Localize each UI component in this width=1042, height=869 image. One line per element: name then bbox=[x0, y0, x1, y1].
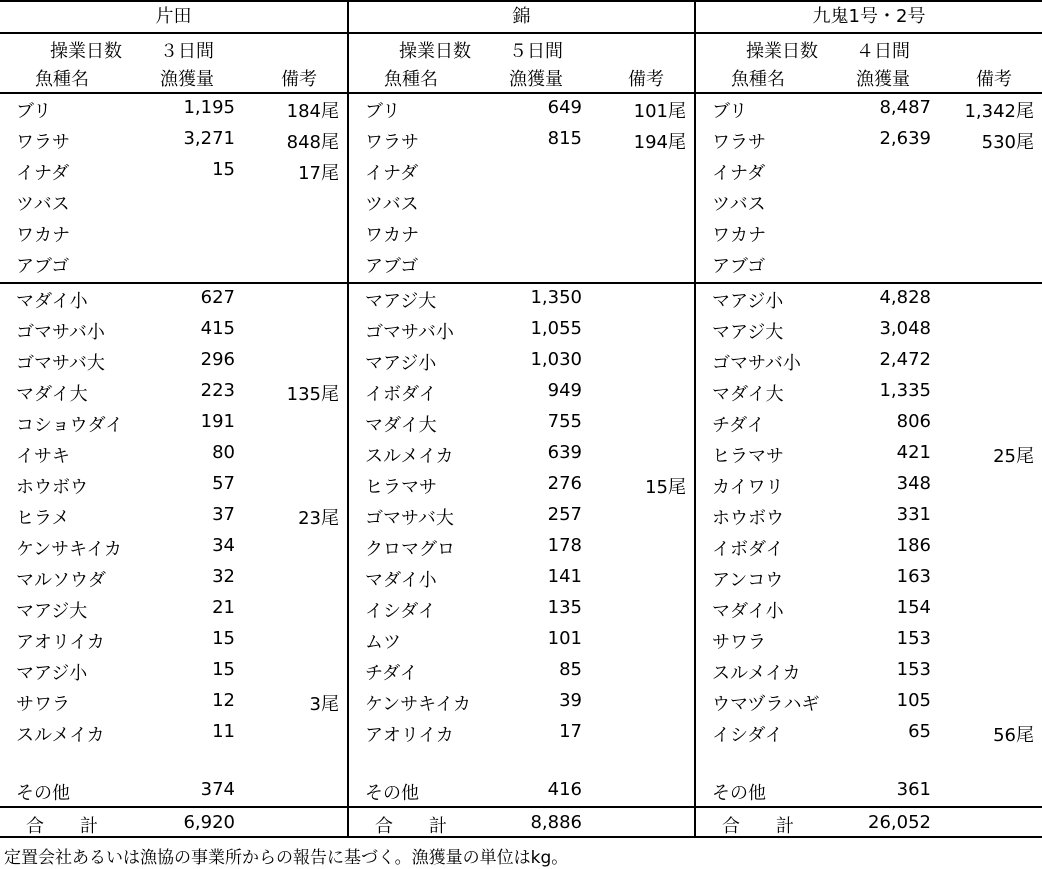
days-label: 操業日数 bbox=[746, 41, 818, 62]
table-row bbox=[0, 532, 347, 563]
note-cell: 17尾 bbox=[298, 163, 339, 184]
table-row bbox=[696, 718, 1042, 749]
other-catch: 361 bbox=[896, 779, 931, 800]
species-cell: クロマグロ bbox=[365, 539, 455, 560]
species-cell: ワラサ bbox=[365, 132, 419, 153]
catch-cell: 1,195 bbox=[183, 97, 235, 118]
col-species-header: 魚種名 bbox=[384, 69, 438, 90]
catch-cell: 8,487 bbox=[879, 97, 931, 118]
table-row bbox=[696, 218, 1042, 249]
catch-cell: 15 bbox=[212, 628, 235, 649]
days-value: ５日間 bbox=[509, 41, 563, 62]
species-cell: ムツ bbox=[365, 632, 401, 653]
catch-cell: 85 bbox=[559, 659, 582, 680]
catch-cell: 639 bbox=[547, 442, 582, 463]
other-catch: 416 bbox=[547, 779, 582, 800]
species-cell: マアジ小 bbox=[365, 353, 437, 374]
catch-cell: 135 bbox=[547, 597, 582, 618]
section-nishiki bbox=[347, 2, 694, 838]
catch-cell: 627 bbox=[200, 287, 235, 308]
table-row bbox=[0, 470, 347, 501]
table-row bbox=[696, 687, 1042, 718]
column-header-row bbox=[349, 64, 694, 94]
table-row bbox=[696, 594, 1042, 625]
catch-cell: 815 bbox=[547, 128, 582, 149]
species-cell: ツバス bbox=[365, 194, 419, 215]
species-cell: ワカナ bbox=[365, 225, 419, 246]
table-row bbox=[349, 187, 694, 218]
table-row bbox=[349, 377, 694, 408]
operation-days-row bbox=[696, 34, 1042, 64]
species-cell: マダイ小 bbox=[16, 291, 88, 312]
species-cell: アブゴ bbox=[712, 256, 766, 277]
days-label: 操業日数 bbox=[50, 41, 122, 62]
operation-days-row bbox=[349, 34, 694, 64]
footnote: 定置会社あるいは漁協の事業所からの報告に基づく。漁獲量の単位はkg。 bbox=[4, 848, 569, 868]
table-row bbox=[349, 218, 694, 249]
note-cell: 23尾 bbox=[298, 508, 339, 529]
species-cell: マアジ小 bbox=[712, 291, 784, 312]
note-cell: 15尾 bbox=[645, 477, 686, 498]
species-cell: サワラ bbox=[16, 694, 70, 715]
table-row bbox=[0, 218, 347, 249]
species-cell: ワラサ bbox=[712, 132, 766, 153]
days-value: ３日間 bbox=[160, 41, 214, 62]
catch-cell: 421 bbox=[896, 442, 931, 463]
species-cell: ウマヅラハギ bbox=[712, 694, 820, 715]
species-cell: アブゴ bbox=[16, 256, 70, 277]
catch-cell: 32 bbox=[212, 566, 235, 587]
column-header-row bbox=[696, 64, 1042, 94]
table-row bbox=[0, 408, 347, 439]
other-species-rows bbox=[696, 282, 1042, 749]
table-row bbox=[349, 125, 694, 156]
species-cell: マアジ小 bbox=[16, 663, 88, 684]
catch-cell: 21 bbox=[212, 597, 235, 618]
note-cell: 184尾 bbox=[286, 101, 339, 122]
yellowtail-rows bbox=[349, 94, 694, 280]
other-species-rows bbox=[349, 282, 694, 749]
table-row bbox=[0, 315, 347, 346]
table-row bbox=[0, 284, 347, 315]
species-cell: イサキ bbox=[16, 446, 70, 467]
note-cell: 530尾 bbox=[981, 132, 1034, 153]
catch-cell: 34 bbox=[212, 535, 235, 556]
catch-cell: 163 bbox=[896, 566, 931, 587]
catch-cell: 101 bbox=[547, 628, 582, 649]
catch-cell: 15 bbox=[212, 159, 235, 180]
total-catch: 6,920 bbox=[183, 812, 235, 833]
catch-cell: 4,828 bbox=[879, 287, 931, 308]
table-row bbox=[349, 625, 694, 656]
note-cell: 25尾 bbox=[993, 446, 1034, 467]
species-cell: マアジ大 bbox=[365, 291, 437, 312]
catch-cell: 141 bbox=[547, 566, 582, 587]
species-cell: アンコウ bbox=[712, 570, 784, 591]
catch-cell: 154 bbox=[896, 597, 931, 618]
catch-cell: 12 bbox=[212, 690, 235, 711]
species-cell: ワカナ bbox=[712, 225, 766, 246]
catch-cell: 1,030 bbox=[530, 349, 582, 370]
total-label: 合 計 bbox=[26, 816, 98, 837]
catch-cell: 2,472 bbox=[879, 349, 931, 370]
table-row bbox=[349, 315, 694, 346]
species-cell: イナダ bbox=[712, 163, 766, 184]
catch-cell: 2,639 bbox=[879, 128, 931, 149]
table-row bbox=[696, 125, 1042, 156]
days-label: 操業日数 bbox=[399, 41, 471, 62]
catch-cell: 11 bbox=[212, 721, 235, 742]
species-cell: マアジ大 bbox=[16, 601, 88, 622]
catch-cell: 949 bbox=[547, 380, 582, 401]
table-row bbox=[0, 94, 347, 125]
table-row bbox=[696, 408, 1042, 439]
table-row bbox=[696, 346, 1042, 377]
catch-cell: 15 bbox=[212, 659, 235, 680]
species-cell: マダイ小 bbox=[712, 601, 784, 622]
catch-cell: 39 bbox=[559, 690, 582, 711]
catch-cell: 649 bbox=[547, 97, 582, 118]
catch-cell: 153 bbox=[896, 659, 931, 680]
other-label: その他 bbox=[712, 783, 766, 804]
catch-cell: 1,055 bbox=[530, 318, 582, 339]
species-cell: ヒラマサ bbox=[365, 477, 437, 498]
other-row bbox=[349, 776, 694, 806]
table-row bbox=[349, 656, 694, 687]
table-row bbox=[696, 94, 1042, 125]
table-row bbox=[696, 377, 1042, 408]
table-row bbox=[696, 563, 1042, 594]
catch-cell: 276 bbox=[547, 473, 582, 494]
table-row bbox=[349, 594, 694, 625]
catch-cell: 3,048 bbox=[879, 318, 931, 339]
table-row bbox=[696, 625, 1042, 656]
species-cell: ケンサキイカ bbox=[16, 539, 122, 560]
species-cell: ヒラマサ bbox=[712, 446, 784, 467]
species-cell: イボダイ bbox=[365, 384, 437, 405]
catch-cell: 57 bbox=[212, 473, 235, 494]
species-cell: イナダ bbox=[16, 163, 70, 184]
table-row bbox=[349, 439, 694, 470]
species-cell: サワラ bbox=[712, 632, 766, 653]
species-cell: チダイ bbox=[365, 663, 418, 684]
catch-cell: 191 bbox=[200, 411, 235, 432]
table-row bbox=[349, 563, 694, 594]
note-cell: 848尾 bbox=[286, 132, 339, 153]
species-cell: ゴマサバ小 bbox=[16, 322, 105, 343]
table-row bbox=[0, 594, 347, 625]
column-header-row bbox=[0, 64, 347, 94]
table-row bbox=[0, 563, 347, 594]
species-cell: ゴマサバ小 bbox=[712, 353, 801, 374]
table-row bbox=[0, 501, 347, 532]
section-title: 九鬼1号・2号 bbox=[696, 2, 1042, 34]
table-row bbox=[0, 346, 347, 377]
note-cell: 3尾 bbox=[309, 694, 339, 715]
catch-cell: 806 bbox=[896, 411, 931, 432]
species-cell: ゴマサバ大 bbox=[16, 353, 105, 374]
other-row bbox=[0, 776, 347, 806]
note-cell: 135尾 bbox=[286, 384, 339, 405]
table-row bbox=[349, 284, 694, 315]
catch-cell: 17 bbox=[559, 721, 582, 742]
table-row bbox=[696, 249, 1042, 280]
other-species-rows bbox=[0, 282, 347, 749]
catch-cell: 1,335 bbox=[879, 380, 931, 401]
total-row bbox=[349, 806, 694, 840]
catch-cell: 3,271 bbox=[183, 128, 235, 149]
species-cell: ゴマサバ小 bbox=[365, 322, 454, 343]
table-row bbox=[0, 656, 347, 687]
table-row bbox=[349, 501, 694, 532]
catch-cell: 37 bbox=[212, 504, 235, 525]
table-row bbox=[349, 687, 694, 718]
species-cell: アブゴ bbox=[365, 256, 419, 277]
table-row bbox=[349, 156, 694, 187]
total-label: 合 計 bbox=[722, 816, 794, 837]
catch-cell: 348 bbox=[896, 473, 931, 494]
total-row bbox=[696, 806, 1042, 840]
other-label: その他 bbox=[365, 783, 419, 804]
section-kuki bbox=[694, 2, 1042, 838]
days-value: ４日間 bbox=[856, 41, 910, 62]
species-cell: ケンサキイカ bbox=[365, 694, 471, 715]
col-species-header: 魚種名 bbox=[731, 69, 785, 90]
col-catch-header: 漁獲量 bbox=[856, 69, 910, 90]
table-row bbox=[696, 501, 1042, 532]
table-row bbox=[696, 187, 1042, 218]
table-row bbox=[0, 156, 347, 187]
species-cell: ブリ bbox=[712, 101, 748, 122]
species-cell: スルメイカ bbox=[712, 663, 801, 684]
col-catch-header: 漁獲量 bbox=[509, 69, 563, 90]
note-cell: 56尾 bbox=[993, 725, 1034, 746]
species-cell: イシダイ bbox=[365, 601, 436, 622]
catch-cell: 331 bbox=[896, 504, 931, 525]
other-label: その他 bbox=[16, 783, 70, 804]
table-row bbox=[696, 656, 1042, 687]
col-note-header: 備考 bbox=[976, 69, 1012, 90]
species-cell: イボダイ bbox=[712, 539, 784, 560]
species-cell: ワカナ bbox=[16, 225, 70, 246]
species-cell: マルソウダ bbox=[16, 570, 106, 591]
catch-cell: 178 bbox=[547, 535, 582, 556]
table-row bbox=[696, 156, 1042, 187]
table-row bbox=[349, 532, 694, 563]
catch-cell: 296 bbox=[200, 349, 235, 370]
catch-cell: 755 bbox=[547, 411, 582, 432]
table-row bbox=[349, 718, 694, 749]
catch-cell: 105 bbox=[896, 690, 931, 711]
section-title: 片田 bbox=[0, 2, 347, 34]
species-cell: イシダイ bbox=[712, 725, 783, 746]
table-row bbox=[696, 315, 1042, 346]
species-cell: ツバス bbox=[16, 194, 70, 215]
section-katada bbox=[0, 2, 347, 838]
table-row bbox=[349, 346, 694, 377]
species-cell: ブリ bbox=[365, 101, 401, 122]
table-row bbox=[0, 249, 347, 280]
table-row bbox=[696, 439, 1042, 470]
species-cell: アオリイカ bbox=[365, 725, 454, 746]
other-row bbox=[696, 776, 1042, 806]
species-cell: ヒラメ bbox=[16, 508, 70, 529]
table-row bbox=[696, 532, 1042, 563]
catch-cell: 223 bbox=[200, 380, 235, 401]
species-cell: カイワリ bbox=[712, 477, 784, 498]
col-note-header: 備考 bbox=[281, 69, 317, 90]
col-catch-header: 漁獲量 bbox=[160, 69, 214, 90]
species-cell: マダイ大 bbox=[712, 384, 784, 405]
catch-cell: 153 bbox=[896, 628, 931, 649]
operation-days-row bbox=[0, 34, 347, 64]
species-cell: マダイ大 bbox=[365, 415, 437, 436]
other-catch: 374 bbox=[200, 779, 235, 800]
table-row bbox=[0, 625, 347, 656]
total-label: 合 計 bbox=[375, 816, 447, 837]
yellowtail-rows bbox=[0, 94, 347, 280]
col-species-header: 魚種名 bbox=[35, 69, 89, 90]
species-cell: マアジ大 bbox=[712, 322, 784, 343]
species-cell: コショウダイ bbox=[16, 415, 124, 436]
species-cell: マダイ大 bbox=[16, 384, 88, 405]
table-row bbox=[349, 94, 694, 125]
species-cell: イナダ bbox=[365, 163, 419, 184]
species-cell: ホウボウ bbox=[16, 477, 88, 498]
species-cell: ゴマサバ大 bbox=[365, 508, 454, 529]
total-catch: 26,052 bbox=[868, 812, 931, 833]
catch-cell: 186 bbox=[896, 535, 931, 556]
species-cell: ワラサ bbox=[16, 132, 70, 153]
table-row bbox=[0, 718, 347, 749]
table-row bbox=[0, 125, 347, 156]
table-row bbox=[0, 377, 347, 408]
species-cell: ホウボウ bbox=[712, 508, 784, 529]
table-row bbox=[349, 249, 694, 280]
col-note-header: 備考 bbox=[628, 69, 664, 90]
table-row bbox=[0, 187, 347, 218]
total-catch: 8,886 bbox=[530, 812, 582, 833]
table-row bbox=[349, 408, 694, 439]
species-cell: スルメイカ bbox=[16, 725, 105, 746]
table-row bbox=[696, 470, 1042, 501]
catch-cell: 1,350 bbox=[530, 287, 582, 308]
table-row bbox=[349, 470, 694, 501]
species-cell: ブリ bbox=[16, 101, 52, 122]
catch-cell: 80 bbox=[212, 442, 235, 463]
species-cell: スルメイカ bbox=[365, 446, 454, 467]
table-row bbox=[0, 687, 347, 718]
note-cell: 194尾 bbox=[633, 132, 686, 153]
species-cell: アオリイカ bbox=[16, 632, 105, 653]
species-cell: マダイ小 bbox=[365, 570, 437, 591]
species-cell: チダイ bbox=[712, 415, 765, 436]
table-row bbox=[696, 284, 1042, 315]
yellowtail-rows bbox=[696, 94, 1042, 280]
total-row bbox=[0, 806, 347, 840]
section-title: 錦 bbox=[349, 2, 694, 34]
catch-cell: 415 bbox=[200, 318, 235, 339]
catch-cell: 257 bbox=[547, 504, 582, 525]
catch-cell: 65 bbox=[908, 721, 931, 742]
table-row bbox=[0, 439, 347, 470]
note-cell: 101尾 bbox=[633, 101, 686, 122]
species-cell: ツバス bbox=[712, 194, 766, 215]
note-cell: 1,342尾 bbox=[964, 101, 1034, 122]
